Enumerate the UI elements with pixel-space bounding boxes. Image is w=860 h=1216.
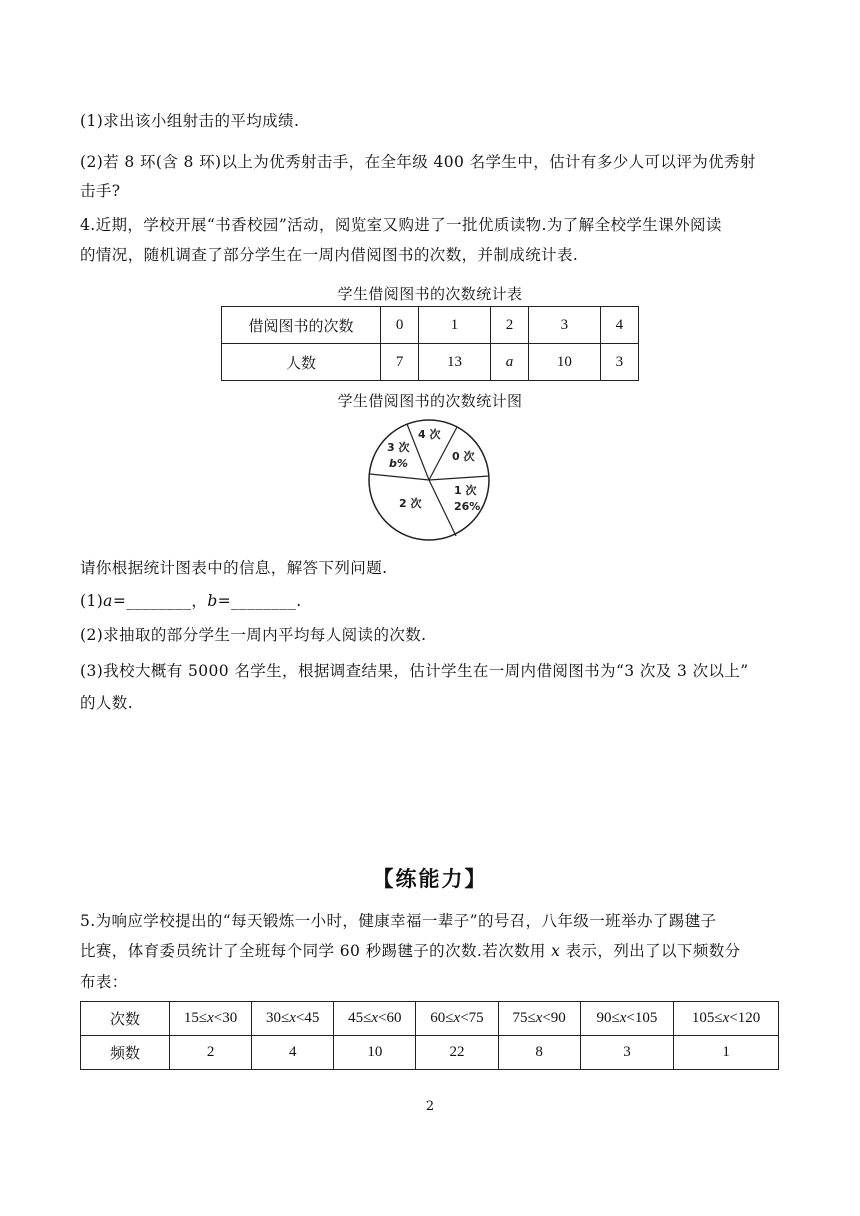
- pie-chart: [365, 418, 495, 542]
- table1-value-cell: a: [490, 344, 528, 381]
- slice-divider: [429, 476, 489, 480]
- frequency-cell: 22: [416, 1036, 498, 1070]
- range-cell: 30≤x<45: [252, 1002, 334, 1036]
- slice-label-2: 2 次: [399, 497, 422, 510]
- table1-value-cell: 3: [600, 344, 638, 381]
- table1-value-cell: 13: [419, 344, 491, 381]
- frequency-cell: 3: [580, 1036, 673, 1070]
- frequency-cell: 1: [674, 1036, 779, 1070]
- frequency-cell: 2: [170, 1036, 252, 1070]
- q4-text-line1: 4.近期，学校开展“书香校园”活动，阅览室又购进了一批优质读物.为了解全校学生课外阅读: [80, 216, 722, 234]
- table1-header-cell: 2: [490, 307, 528, 344]
- slice-label-4: 4 次: [418, 428, 441, 441]
- slice-label-1: 1 次: [454, 484, 477, 497]
- range-cell: 45≤x<60: [334, 1002, 416, 1036]
- slice-divider: [370, 474, 429, 480]
- range-cell: 90≤x<105: [580, 1002, 673, 1036]
- borrow-count-table: [221, 306, 639, 381]
- q5-text-line2: 比赛，体育委员统计了全班每个同学 60 秒踢毽子的次数.若次数用 x 表示，列出了以下频数分: [80, 942, 741, 960]
- range-cell: 75≤x<90: [498, 1002, 580, 1036]
- q4-intro: 请你根据统计图表中的信息，解答下列问题.: [80, 559, 388, 577]
- frequency-cell: 10: [334, 1036, 416, 1070]
- slice-label-3: 3 次: [387, 441, 410, 454]
- table2-row-label: 频数: [81, 1036, 170, 1070]
- q4-part2: (2)求抽取的部分学生一周内平均每人阅读的次数.: [80, 626, 427, 644]
- table1-value-cell: 7: [381, 344, 419, 381]
- section-heading: 【练能力】: [372, 866, 488, 891]
- q3-part1: (1)求出该小组射击的平均成绩.: [80, 112, 300, 130]
- frequency-cell: 4: [252, 1036, 334, 1070]
- frequency-table: [80, 1001, 779, 1070]
- table1-header-cell: 1: [419, 307, 491, 344]
- table1-value-cell: 10: [529, 344, 601, 381]
- range-cell: 105≤x<120: [674, 1002, 779, 1036]
- table1-header-cell: 4: [600, 307, 638, 344]
- q4-text-line2: 的情况，随机调查了部分学生在一周内借阅图书的次数，并制成统计表.: [80, 246, 579, 264]
- frequency-cell: 8: [498, 1036, 580, 1070]
- table2-header-label: 次数: [81, 1002, 170, 1036]
- slice-label-0: 0 次: [452, 450, 475, 463]
- table1-header-cell: 3: [529, 307, 601, 344]
- q5-text-line3: 布表：: [80, 973, 128, 991]
- q5-text-line1: 5.为响应学校提出的“每天锻炼一小时，健康幸福一辈子”的号召，八年级一班举办了踢毽子: [80, 912, 717, 930]
- page-number: 2: [425, 1099, 435, 1114]
- slice-pct-1: 26%: [454, 500, 481, 513]
- slice-pct-3: b%: [389, 457, 408, 470]
- range-cell: 60≤x<75: [416, 1002, 498, 1036]
- range-cell: 15≤x<30: [170, 1002, 252, 1036]
- q4-part3-line1: (3)我校大概有 5000 名学生，根据调查结果，估计学生在一周内借阅图书为“3 次及 3 次以上”: [80, 662, 749, 680]
- q3-part2-line2: 击手?: [80, 182, 121, 200]
- table1-row-label: 人数: [222, 344, 381, 381]
- table1-title: 学生借阅图书的次数统计表: [337, 285, 523, 303]
- table1-header-label: 借阅图书的次数: [222, 307, 381, 344]
- q3-part2-line1: (2)若 8 环(含 8 环)以上为优秀射击手，在全年级 400 名学生中，估计有多少人可以评为优秀射: [80, 153, 756, 171]
- q4-part1: (1)a=________，b=________.: [80, 592, 302, 610]
- table1-header-cell: 0: [381, 307, 419, 344]
- chart-title: 学生借阅图书的次数统计图: [337, 392, 523, 410]
- q4-part3-line2: 的人数.: [80, 694, 134, 712]
- slice-divider: [429, 480, 456, 536]
